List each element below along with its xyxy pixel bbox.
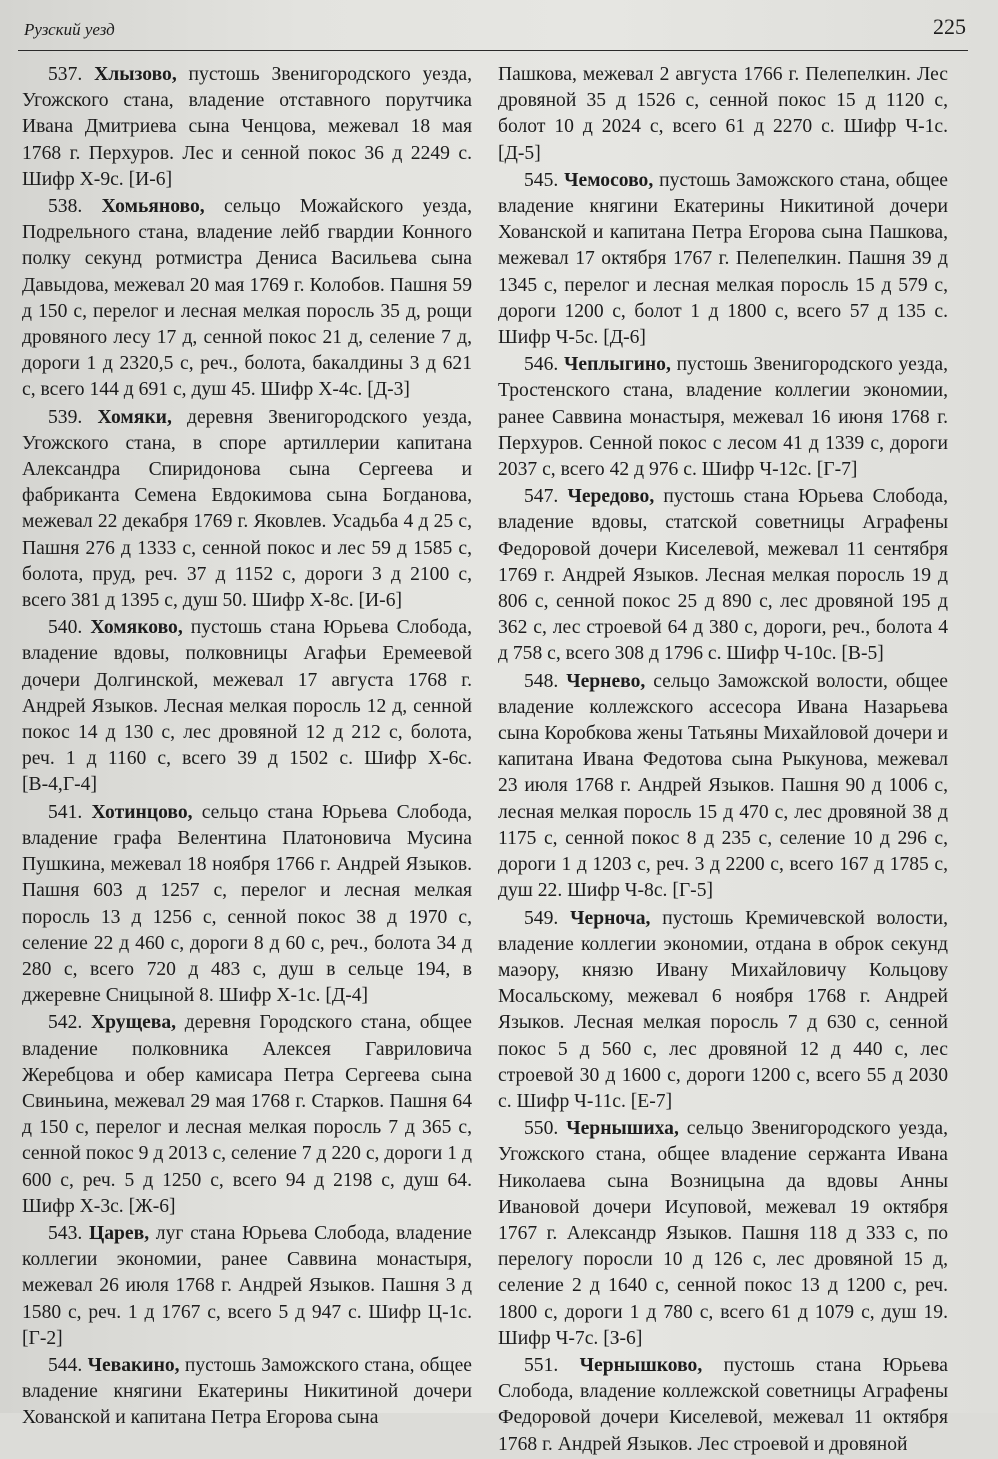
entry-number: 540. bbox=[48, 617, 83, 639]
entry-text: сельцо Можайского уезда, Подрельного стана, владение лейб гвардии Конного полку секунд ротмистра Дениса Васильева сына Давыдова, межевал 20 мая 1769 г. Колобов. Пашня 59 д 150 с, перелог и лесная мелкая поросль 35 д, рощи дровяного лесу 17 д, сенной покос 21 д, селение 7 д, дороги 1 д 2320,5 с, реч., болота, бакалдины 3 д 621 с, всего 144 д 691 с, душ 45. Шифр Х-4с. [Д-3] bbox=[22, 196, 472, 401]
entry-542 bbox=[22, 1010, 472, 1220]
entry-545 bbox=[498, 168, 948, 351]
entry-text: пустошь стана Юрьева Слобода, владение вдовы, статской советницы Аграфены Федоровой дочери Киселевой, межевал 11 сентября 1769 г. Андрей Языков. Лесная мелкая поросль 19 д 806 с, сенной покос 25 д 890 с, лес дровяной 195 д 362 с, лес строевой 64 д 380 с, дороги, реч., болота 4 д 758 с, всего 308 д 1796 с. Шифр Ч-10с. [В-5] bbox=[498, 486, 948, 665]
entry-text: пустошь Звенигородского уезда, Угожского стана, владение отставного порутчика Ивана Дмитриева сына Ченцова, межевал 18 мая 1768 г. Перхуров. Лес и сенной покос 36 д 2249 с. Шифр Х-9с. [И-6] bbox=[22, 64, 472, 190]
entry-text: Пашкова, межевал 2 августа 1766 г. Пелепелкин. Лес дровяной 35 д 1526 с, сенной покос 15 д 1120 с, болот 10 д 2024 с, всего 61 д 2270 с. Шифр Ч-1с. [Д-5] bbox=[498, 64, 948, 164]
entry-text: сельцо Заможской волости, общее владение коллежского ассесора Ивана Назарьева сына Коробкова жены Татьяны Михайловой дочери и капитана Ивана Федотова сына Рыкунова, межевал 23 июля 1768 г. Андрей Языков. Пашня 90 д 1006 с, лесная мелкая поросль 15 д 470 с, лес дровяной 38 д 1175 с, сенной покос 8 д 235 с, селение 10 д 296 с, дороги 1 д 1203 с, реч. 3 д 2200 с, всего 167 д 1785 с, душ 22. Шифр Ч-8с. [Г-5] bbox=[498, 670, 948, 902]
entry-544-continued bbox=[498, 62, 948, 167]
entry-name: Царев, bbox=[88, 1222, 150, 1244]
entry-name: Чернышково, bbox=[579, 1354, 703, 1376]
entry-text: деревня Звенигородского уезда, Угожского стана, в споре артиллерии капитана Александра Спиридонова сына Сергеева и фабриканта Семена Евдокимова сына Богданова, межевал 22 декабря 1769 г. Яковлев. Усадьба 4 д 25 с, Пашня 276 д 1333 с, сенной покос и лес 59 д 1585 с, болота, пруд, реч. 37 д 1152 с, дороги 3 д 2100 с, всего 381 д 1395 с, душ 50. Шифр Х-8с. [И-6] bbox=[22, 406, 472, 612]
entry-name: Хомьяново, bbox=[101, 196, 205, 218]
entry-text: пустошь стана Юрьева Слобода, владение коллежской советницы Аграфены Федоровой дочери Киселевой, межевал 11 октября 1768 г. Андрей Языков. Лес строевой и дровяной bbox=[498, 1354, 948, 1455]
entry-number: 537. bbox=[48, 64, 83, 85]
entry-name: Чеплыгино, bbox=[564, 354, 671, 376]
entry-number: 541. bbox=[48, 801, 83, 823]
entry-number: 538. bbox=[48, 196, 83, 218]
entry-text: сельцо Звенигородского уезда, Угожского стана, общее владение сержанта Ивана Николаева сына Возницына да вдовы Анны Ивановой дочери Исуповой, межевал 19 октября 1767 г. Александр Языков. Пашня 118 д 333 с, по перелогу поросли 10 д 126 с, лес дровяной 15 д, селение 2 д 1640 с, сенной покос 13 д 1200 с, реч. 1800 с, дороги 1 д 780 с, всего 61 д 1079 с, душ 19. Шифр Ч-7с. [З-6] bbox=[498, 1118, 948, 1349]
entry-551 bbox=[498, 1353, 948, 1458]
entry-number: 542. bbox=[48, 1012, 83, 1034]
entry-number: 539. bbox=[48, 406, 83, 428]
entry-name: Хотинцово, bbox=[91, 801, 193, 823]
entry-540 bbox=[22, 615, 472, 798]
entry-name: Хомяки, bbox=[97, 406, 172, 428]
entry-text: пустошь Звенигородского уезда, Тростенского стана, владение коллегии экономии, ранее Саввина монастыря, межевал 16 июня 1768 г. Перхуров. Сенной покос с лесом 41 д 1339 с, дороги 2037 с, всего 42 д 976 с. Шифр Ч-12с. [Г-7] bbox=[498, 354, 948, 481]
entry-number: 543. bbox=[48, 1222, 83, 1244]
entry-547 bbox=[498, 484, 948, 667]
entry-name: Хрущева, bbox=[90, 1012, 177, 1034]
entry-number: 545. bbox=[524, 169, 559, 191]
entry-name: Хомяково, bbox=[90, 617, 183, 639]
entry-name: Чевакино, bbox=[87, 1354, 180, 1376]
left-column bbox=[22, 62, 472, 1433]
entry-number: 550. bbox=[524, 1118, 559, 1140]
entry-number: 544. bbox=[48, 1354, 83, 1376]
entry-537 bbox=[22, 62, 472, 193]
entry-550 bbox=[498, 1116, 948, 1352]
entry-name: Хлызово, bbox=[94, 64, 177, 85]
entry-name: Чередово, bbox=[567, 486, 655, 508]
entry-number: 548. bbox=[524, 670, 559, 692]
entry-text: деревня Городского стана, общее владение полковника Алексея Гавриловича Жеребцова и обер камисара Петра Сергеева сына Свиньина, межевал 29 мая 1768 г. Старков. Пашня 64 д 150 с, перелог и лесная мелкая поросль 7 д 365 с, сенной покос 9 д 2013 с, селение 7 д 220 с, дороги 1 д 600 с, реч. 5 д 1250 с, всего 94 д 2198 с, душ 64. Шифр Х-3с. [Ж-6] bbox=[22, 1012, 473, 1217]
entry-539 bbox=[22, 405, 472, 615]
page-header bbox=[18, 14, 968, 51]
entry-number: 547. bbox=[524, 486, 559, 508]
entry-name: Чернево, bbox=[566, 670, 646, 692]
right-column bbox=[498, 62, 948, 1459]
entry-538 bbox=[22, 194, 472, 404]
entry-number: 551. bbox=[524, 1354, 559, 1376]
running-title: Рузский уезд bbox=[24, 20, 115, 39]
entry-text: пустошь Заможского стана, общее владение княгини Екатерины Никитиной дочери Хованской и капитана Петра Егорова сына bbox=[22, 1354, 473, 1429]
entry-541 bbox=[22, 800, 472, 1010]
entry-548 bbox=[498, 669, 948, 905]
entry-text: сельцо стана Юрьева Слобода, владение графа Велентина Платоновича Мусина Пушкина, межевал 18 ноября 1766 г. Андрей Языков. Пашня 603 д 1257 с, перелог и лесная мелкая поросль 13 д 1256 с, сенной покос 38 д 1970 с, селение 22 д 460 с, дороги 8 д 60 с, реч., болота 34 д 280 с, всего 720 д 483 с, душ в сельце 194, в джеревне Сницыной 8. Шифр Х-1с. [Д-4] bbox=[22, 801, 472, 1007]
entry-text: пустошь стана Юрьева Слобода, владение вдовы, полковницы Агафьи Еремеевой дочери Долгинской, межевал 17 августа 1768 г. Андрей Языков. Лесная мелкая поросль 12 д, сенной покос 14 д 130 с, лес дровяной 12 д 212 с, болота, реч. 1 д 1160 с, всего 39 д 1502 с. Шифр Х-6с. [В-4,Г-4] bbox=[22, 617, 472, 796]
entry-number: 546. bbox=[524, 354, 559, 376]
entry-text: пустошь Заможского стана, общее владение княгини Екатерины Никитиной дочери Хованской и капитана Петра Егорова сына Пашкова, межевал 17 октября 1767 г. Пелепелкин. Пашня 39 д 1345 с, перелог и лесная мелкая поросль 15 д 579 с, дороги 1200 с, болот 1 д 1800 с, всего 57 д 135 с. Шифр Ч-5с. [Д-6] bbox=[498, 169, 948, 349]
entry-549 bbox=[498, 906, 948, 1116]
entry-name: Черноча, bbox=[570, 907, 651, 929]
entry-544 bbox=[22, 1353, 472, 1432]
entry-text: пустошь Кремичевской волости, владение коллегии экономии, отдана в оброк секунд маэору, князю Ивану Михайловичу Кольцову Мосальскому, межевал 6 ноября 1768 г. Андрей Языков. Лесная мелкая поросль 7 д 630 с, сенной покос 5 д 560 с, лес дровяной 12 д 440 с, лес строевой 30 д 1600 с, дороги 1200 с, всего 55 д 2030 с. Шифр Ч-11с. [Е-7] bbox=[498, 907, 949, 1112]
page-number: 225 bbox=[933, 14, 966, 39]
entry-name: Чернышиха, bbox=[566, 1118, 679, 1140]
entry-name: Чемосово, bbox=[564, 169, 654, 191]
entry-546 bbox=[498, 352, 948, 483]
entry-number: 549. bbox=[524, 907, 559, 929]
entry-543 bbox=[22, 1221, 472, 1352]
entry-text: луг стана Юрьева Слобода, владение коллегии экономии, ранее Саввина монастыря, межевал 26 июля 1768 г. Андрей Языков. Пашня 3 д 1580 с, реч. 1 д 1767 с, всего 5 д 947 с. Шифр Ц-1с. [Г-2] bbox=[22, 1222, 472, 1349]
